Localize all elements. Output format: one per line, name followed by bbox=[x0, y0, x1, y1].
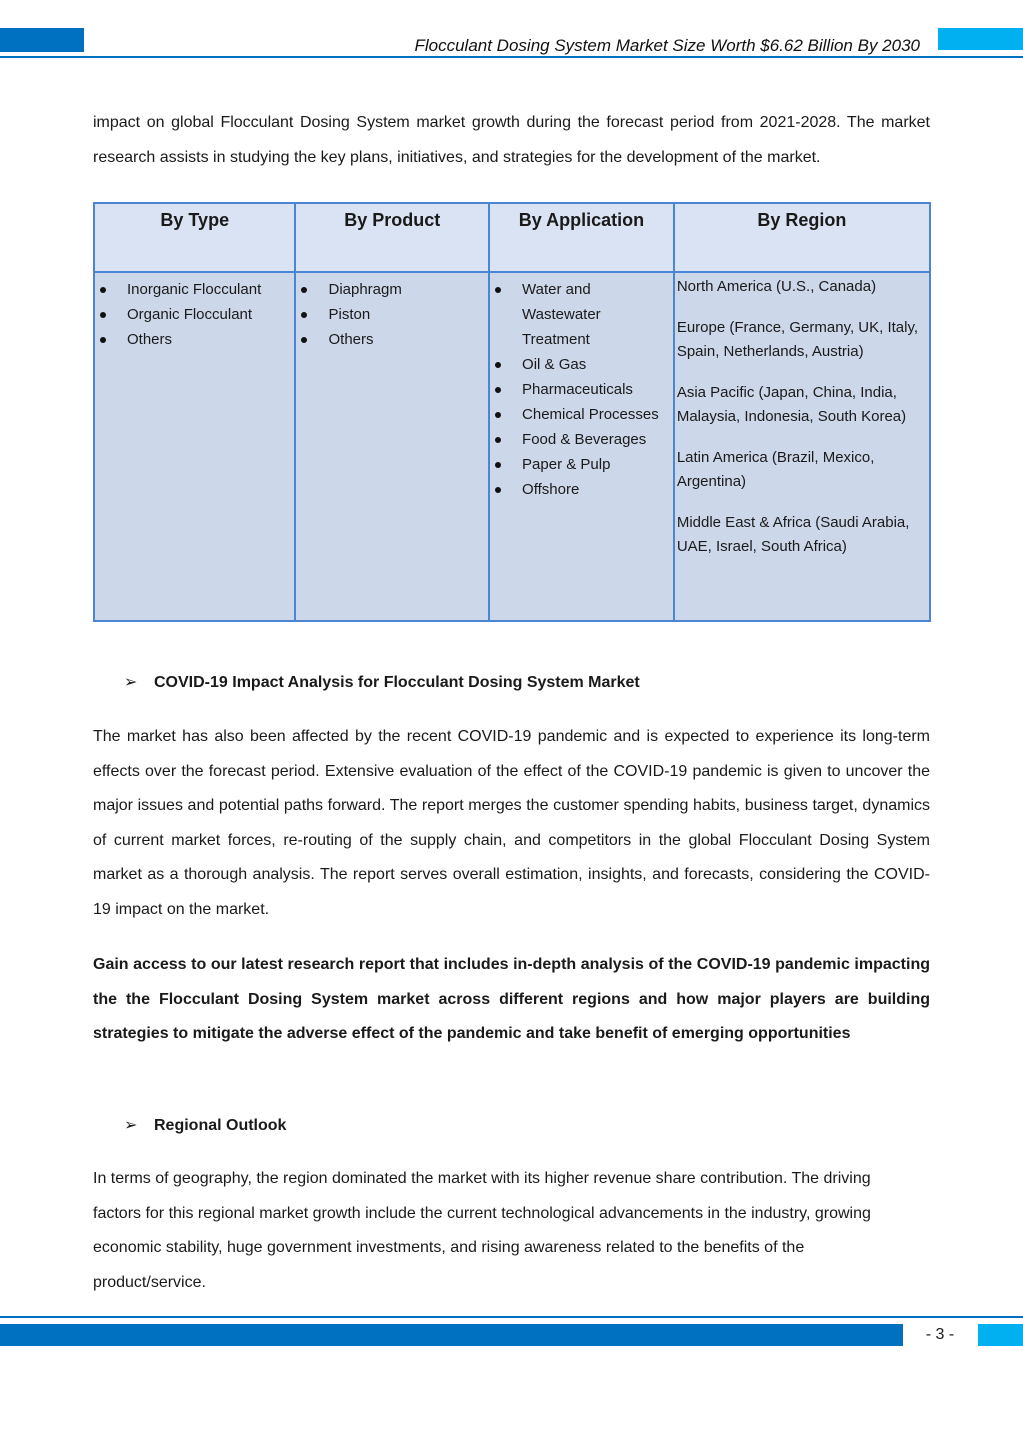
list-item: Water and Wastewater Treatment bbox=[492, 277, 671, 352]
table-row bbox=[94, 272, 930, 621]
header-accent-right bbox=[938, 28, 1023, 50]
list-item: Organic Flocculant bbox=[97, 302, 292, 327]
page-number: - 3 - bbox=[925, 1326, 955, 1343]
list-item: Oil & Gas bbox=[492, 352, 671, 377]
segmentation-table bbox=[93, 202, 931, 622]
regional-paragraph: In terms of geography, the region dominated the market with its higher revenue share contribution. The driving factors for this regional market growth include the current technological advancements in the industry, growing economic stability, huge government investments, and rising awareness related to the benefits of the product/service. bbox=[93, 1170, 871, 1291]
table-header-cell: By Application bbox=[489, 203, 674, 272]
regional-heading-text: Regional Outlook bbox=[154, 1117, 287, 1134]
list-item: Others bbox=[298, 327, 486, 352]
footer-bar bbox=[0, 1324, 903, 1346]
region-item: Europe (France, Germany, UK, Italy, Spain, Netherlands, Austria) bbox=[676, 318, 919, 360]
header-rule bbox=[0, 56, 1023, 58]
footer-accent-right bbox=[978, 1324, 1023, 1346]
list-item: Paper & Pulp bbox=[492, 452, 671, 477]
header-title: Flocculant Dosing System Market Size Worth $6.62 Billion By 2030 bbox=[414, 36, 920, 55]
table-header-row bbox=[94, 203, 930, 272]
arrow-bullet-icon: ➢ bbox=[124, 1117, 138, 1134]
covid-heading-text: COVID-19 Impact Analysis for Flocculant Dosing System Market bbox=[154, 674, 640, 691]
covid-heading bbox=[124, 672, 640, 692]
by-product-cell bbox=[295, 272, 489, 621]
by-type-cell bbox=[94, 272, 295, 621]
by-region-cell bbox=[674, 272, 930, 621]
arrow-bullet-icon: ➢ bbox=[124, 674, 138, 691]
list-item: Chemical Processes bbox=[492, 402, 671, 427]
list-item: Others bbox=[97, 327, 292, 352]
covid-cta-paragraph: Gain access to our latest research report that includes in-depth analysis of the COVID-19 pandemic impacting the the Flocculant Dosing System market across different regions and how major players are building strategies to mitigate the adverse effect of the pandemic and take benefit of emerging opportunities bbox=[93, 956, 930, 1042]
list-item: Diaphragm bbox=[298, 277, 486, 302]
region-item: North America (U.S., Canada) bbox=[676, 278, 877, 295]
footer-rule bbox=[0, 1316, 1023, 1318]
list-item: Inorganic Flocculant bbox=[97, 277, 292, 302]
intro-paragraph: impact on global Flocculant Dosing System market growth during the forecast period from 2021-2028. The market research assists in studying the key plans, initiatives, and strategies for the development of the market. bbox=[93, 114, 930, 166]
region-item: Asia Pacific (Japan, China, India, Malaysia, Indonesia, South Korea) bbox=[676, 383, 907, 425]
table-header-cell: By Type bbox=[94, 203, 295, 272]
covid-paragraph: The market has also been affected by the recent COVID-19 pandemic and is expected to experience its long-term effects over the forecast period. Extensive evaluation of the effect of the COVID-19 pandemic is given to uncover the major issues and potential paths forward. The report merges the customer spending habits, business target, dynamics of current market forces, re-routing of the supply chain, and competitors in the global Flocculant Dosing System market as a thorough analysis. The report serves overall estimation, insights, and forecasts, considering the COVID-19 impact on the market. bbox=[93, 728, 930, 918]
region-item: Middle East & Africa (Saudi Arabia, UAE, Israel, South Africa) bbox=[676, 513, 910, 555]
list-item: Piston bbox=[298, 302, 486, 327]
region-item: Latin America (Brazil, Mexico, Argentina) bbox=[676, 448, 875, 490]
regional-heading bbox=[124, 1115, 286, 1135]
list-item: Offshore bbox=[492, 477, 671, 502]
list-item: Pharmaceuticals bbox=[492, 377, 671, 402]
table-header-cell: By Region bbox=[674, 203, 930, 272]
by-application-cell bbox=[489, 272, 674, 621]
table-header-cell: By Product bbox=[295, 203, 489, 272]
list-item: Food & Beverages bbox=[492, 427, 671, 452]
